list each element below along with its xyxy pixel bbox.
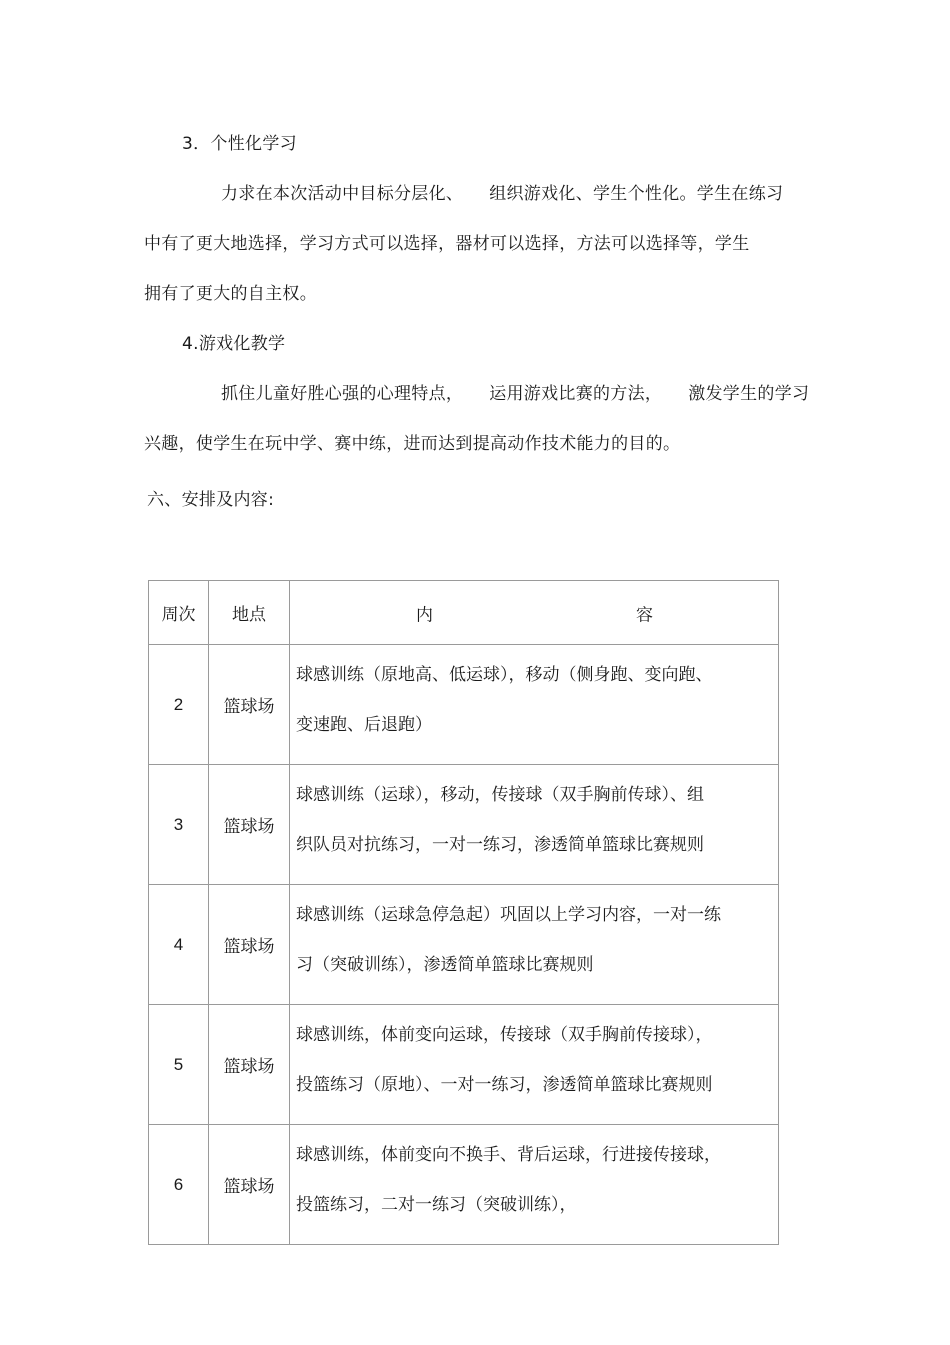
row-content <box>290 1125 779 1245</box>
header-week: 周次 <box>149 581 209 645</box>
table-row <box>149 645 779 765</box>
schedule-table <box>148 580 779 1245</box>
row-week: 4 <box>149 885 209 1005</box>
section-3-heading: 3．个性化学习 <box>182 134 297 154</box>
row-content-line-2: 投篮练习，二对一练习（突破训练）， <box>296 1195 577 1215</box>
section-6-heading: 六、安排及内容: <box>147 490 275 510</box>
header-content <box>290 581 779 645</box>
row-place: 篮球场 <box>209 645 290 765</box>
section-3-paragraph-part-b: 组织游戏化、学生个性化。学生在练习 <box>489 184 784 204</box>
row-content-line-1: 球感训练（运球），移动，传接球（双手胸前传球）、组 <box>296 785 704 805</box>
row-content-line-1: 球感训练（原地高、低运球），移动（侧身跑、变向跑、 <box>296 665 713 685</box>
row-content-line-2: 织队员对抗练习，一对一练习，渗透简单篮球比赛规则 <box>296 835 704 855</box>
table-row <box>149 885 779 1005</box>
row-content-line-2: 投篮练习（原地）、一对一练习，渗透简单篮球比赛规则 <box>296 1075 713 1095</box>
table-header-row <box>149 581 779 645</box>
row-week: 3 <box>149 765 209 885</box>
section-4-paragraph-part-a: 抓住儿童好胜心强的心理特点， <box>221 384 464 404</box>
row-week: 6 <box>149 1125 209 1245</box>
section-4-paragraph-part-c: 激发学生的学习 <box>688 384 810 404</box>
row-content <box>290 765 779 885</box>
row-content-line-1: 球感训练（运球急停急起）巩固以上学习内容，一对一练 <box>296 905 721 925</box>
section-3-paragraph-line-3: 拥有了更大的自主权。 <box>144 284 317 304</box>
row-content-line-1: 球感训练，体前变向运球，传接球（双手胸前传接球）， <box>296 1025 713 1045</box>
row-place: 篮球场 <box>209 1125 290 1245</box>
row-content-line-2: 变速跑、后退跑） <box>296 715 432 735</box>
row-place: 篮球场 <box>209 765 290 885</box>
header-place: 地点 <box>209 581 290 645</box>
header-content-left: 内 <box>416 605 433 625</box>
section-4-heading: 4.游戏化教学 <box>182 334 286 354</box>
row-content <box>290 1005 779 1125</box>
row-week: 2 <box>149 645 209 765</box>
row-content <box>290 885 779 1005</box>
row-content-line-1: 球感训练，体前变向不换手、背后运球，行进接传接球， <box>296 1145 721 1165</box>
row-place: 篮球场 <box>209 885 290 1005</box>
section-4-paragraph-line-2: 兴趣，使学生在玩中学、赛中练，进而达到提高动作技术能力的目的。 <box>144 434 681 454</box>
section-4-paragraph-line-1 <box>221 383 809 405</box>
header-content-right: 容 <box>636 605 653 625</box>
section-3-paragraph-line-2: 中有了更大地选择，学习方式可以选择，器材可以选择，方法可以选择等，学生 <box>144 234 750 254</box>
table-row <box>149 1125 779 1245</box>
section-3-paragraph-part-a: 力求在本次活动中目标分层化、 <box>221 184 464 204</box>
table-row <box>149 1005 779 1125</box>
section-3-paragraph-line-1 <box>221 183 783 205</box>
row-place: 篮球场 <box>209 1005 290 1125</box>
row-content-line-2: 习（突破训练），渗透简单篮球比赛规则 <box>296 955 594 975</box>
row-week: 5 <box>149 1005 209 1125</box>
row-content <box>290 645 779 765</box>
table-row <box>149 765 779 885</box>
section-4-paragraph-part-b: 运用游戏比赛的方法， <box>489 384 663 404</box>
